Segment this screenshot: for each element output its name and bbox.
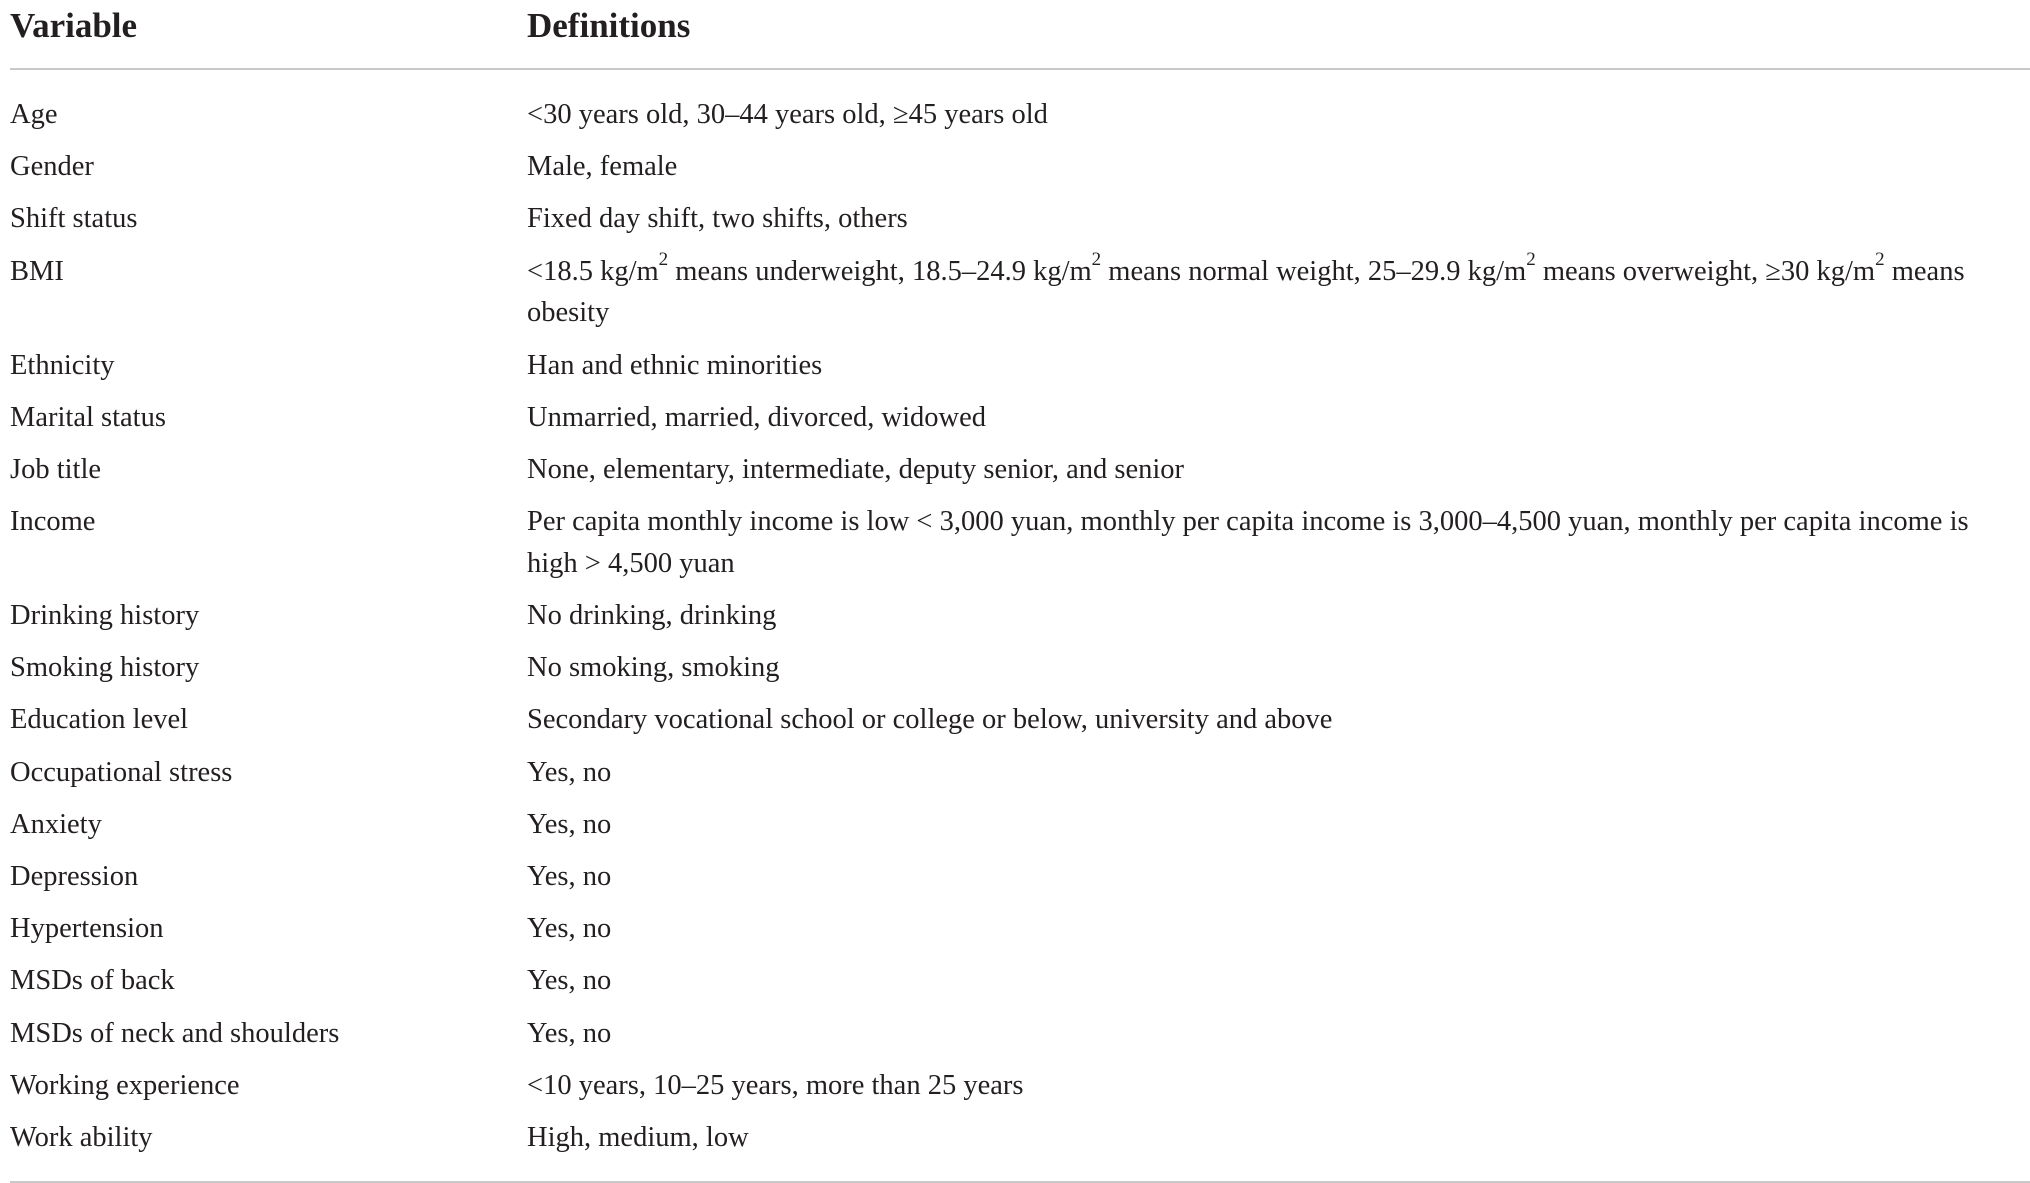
table-row [10,804,2030,846]
variable-cell: Drinking history [10,600,200,632]
table-row [10,856,2030,898]
definition-cell: Yes, no [527,1017,612,1049]
definition-text: <18.5 kg/m [527,255,659,287]
definition-cell: Yes, no [527,808,612,840]
variable-cell: Smoking history [10,652,200,684]
definition-cell: No drinking, drinking [527,600,777,632]
table-row [10,699,2030,741]
table-header-row [10,0,2030,70]
definition-cell: Yes, no [527,756,612,788]
variable-cell: Working experience [10,1069,240,1101]
definition-cell: Han and ethnic minorities [527,349,823,381]
table-row [10,198,2030,240]
definition-text: means normal weight, 25–29.9 kg/m [1101,255,1527,287]
definition-text: means obesity [527,255,1965,329]
table-row [10,94,2030,136]
superscript: 2 [658,249,669,271]
definition-text: means overweight, ≥30 kg/m [1535,255,1876,287]
variable-cell: Education level [10,704,189,736]
table-row [10,908,2030,950]
variable-cell: Gender [10,151,94,183]
table-row [10,960,2030,1002]
variable-cell: MSDs of back [10,965,175,997]
variable-cell: Marital status [10,401,166,433]
variable-cell: Hypertension [10,913,164,945]
definition-cell: Unmarried, married, divorced, widowed [527,401,987,433]
table-row [10,345,2030,387]
definition-cell: Secondary vocational school or college or below, university and above [527,704,1333,736]
variable-cell: Anxiety [10,808,102,840]
definition-cell: High, medium, low [527,1122,749,1154]
table-row [10,251,2030,334]
table-row [10,397,2030,439]
table-row [10,1065,2030,1107]
table-row [10,449,2030,491]
variable-cell: Income [10,506,96,538]
table-row [10,647,2030,689]
table-row [10,595,2030,637]
definition-cell: <10 years, 10–25 years, more than 25 years [527,1069,1024,1101]
variable-definitions-table [10,0,2030,1183]
definition-cell: No smoking, smoking [527,652,780,684]
superscript: 2 [1526,249,1536,271]
table-body [10,70,2030,1183]
variable-cell: Depression [10,861,139,893]
table-row [10,1013,2030,1055]
definition-cell: Yes, no [527,861,612,893]
definition-text: means underweight, 18.5–24.9 kg/m [668,255,1092,287]
table-row [10,1117,2030,1159]
header-definitions: Definitions [527,6,691,45]
definition-cell: None, elementary, intermediate, deputy senior, and senior [527,453,1185,485]
definition-cell: <30 years old, 30–44 years old, ≥45 years old [527,99,1048,130]
variable-cell: MSDs of neck and shoulders [10,1017,340,1049]
definition-cell [527,251,2030,334]
table-row [10,752,2030,794]
table-row [10,146,2030,188]
definition-cell: Yes, no [527,913,612,945]
header-variable: Variable [10,6,138,45]
definition-cell: Male, female [527,151,678,183]
definition-cell: Fixed day shift, two shifts, others [527,203,908,235]
variable-cell: Occupational stress [10,756,233,788]
variable-cell: Ethnicity [10,349,115,381]
variable-cell: Work ability [10,1122,153,1154]
variable-cell: BMI [10,255,64,287]
variable-cell: Age [10,99,58,130]
definition-cell: Per capita monthly income is low < 3,000 yuan, monthly per capita income is 3,000–4,500 yuan, monthly per capita income is high > 4,500 yuan [527,506,1969,579]
definition-cell: Yes, no [527,965,612,997]
table-row [10,501,2030,584]
variable-cell: Shift status [10,203,138,235]
variable-cell: Job title [10,453,102,485]
superscript: 2 [1875,249,1885,271]
superscript: 2 [1091,249,1102,271]
